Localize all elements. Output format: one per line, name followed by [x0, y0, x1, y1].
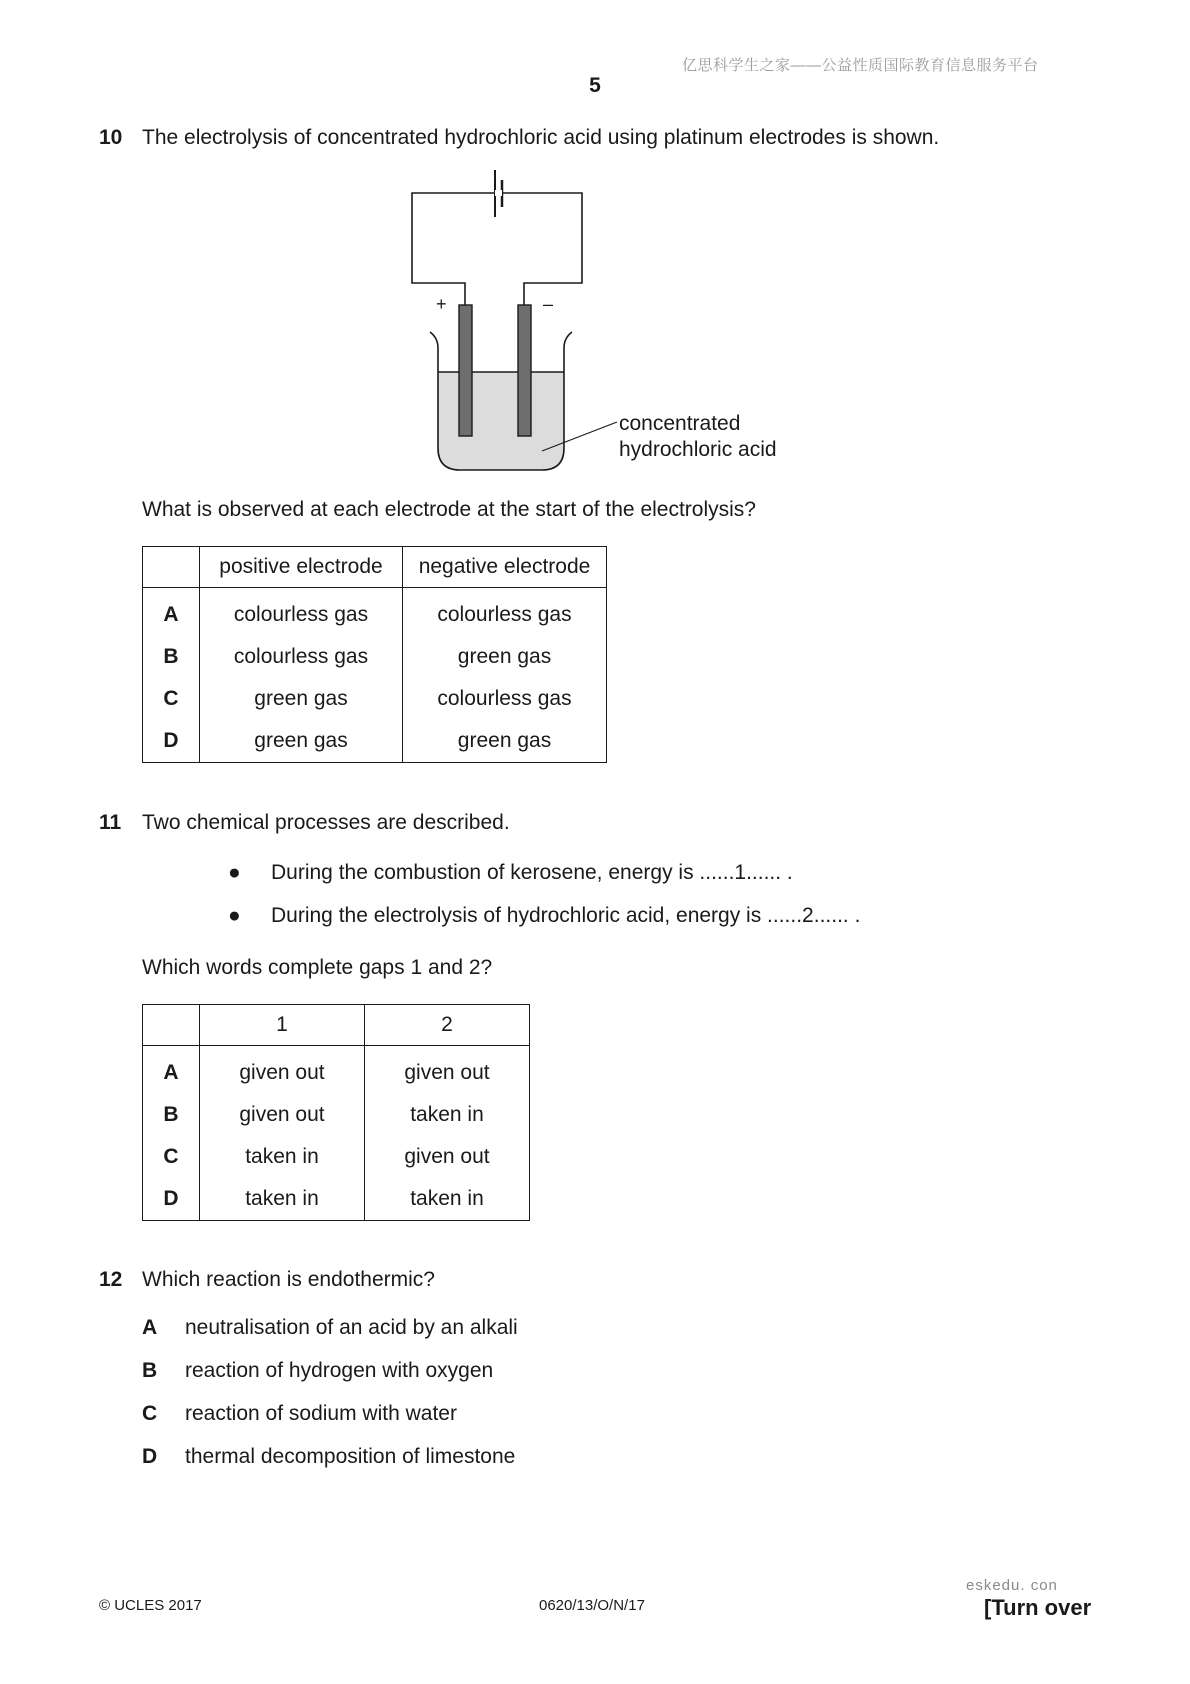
q10-prompt: What is observed at each electrode at the start of the electrolysis? — [142, 498, 756, 521]
gap-2-cell: given out — [365, 1136, 530, 1178]
page-number: 5 — [589, 74, 601, 97]
positive-cell: green gas — [200, 678, 403, 720]
table-row — [143, 720, 607, 763]
gap-1-cell: taken in — [200, 1178, 365, 1221]
q12-option-text: reaction of sodium with water — [185, 1402, 457, 1425]
q12-option-text: thermal decomposition of limestone — [185, 1445, 516, 1468]
q11-options-table — [142, 1004, 530, 1221]
q11-bullet-2: During the electrolysis of hydrochloric acid, energy is ......2...... . — [271, 904, 861, 927]
option-letter: D — [143, 1178, 200, 1221]
bullet-icon: ● — [228, 861, 241, 884]
positive-cell: green gas — [200, 720, 403, 763]
footer-watermark: eskedu. con — [966, 1577, 1058, 1594]
option-letter: C — [143, 1136, 200, 1178]
q10-number: 10 — [99, 126, 123, 149]
plus-sign: + — [436, 294, 447, 314]
q11-bullet-1: During the combustion of kerosene, energy is ......1...... . — [271, 861, 793, 884]
q12-option-letter: B — [142, 1359, 158, 1382]
table-row — [143, 588, 607, 637]
electrolysis-diagram — [400, 170, 820, 480]
q10-text: The electrolysis of concentrated hydrochloric acid using platinum electrodes is shown. — [142, 126, 940, 149]
table-row — [143, 678, 607, 720]
table-header-gap-2: 2 — [365, 1005, 530, 1046]
option-letter: A — [143, 588, 200, 637]
negative-cell: colourless gas — [403, 678, 607, 720]
table-header-row — [143, 547, 607, 588]
q12-option-text: neutralisation of an acid by an alkali — [185, 1316, 518, 1339]
turn-over: [Turn over — [984, 1595, 1092, 1620]
negative-cell: green gas — [403, 636, 607, 678]
acid-liquid — [438, 372, 564, 470]
option-letter: C — [143, 678, 200, 720]
positive-electrode — [459, 305, 472, 436]
q12-option-letter: C — [142, 1402, 158, 1425]
gap-2-cell: given out — [365, 1046, 530, 1095]
positive-cell: colourless gas — [200, 636, 403, 678]
option-letter: B — [143, 636, 200, 678]
acid-label-line2: hydrochloric acid — [619, 438, 777, 461]
q12-option-text: reaction of hydrogen with oxygen — [185, 1359, 494, 1382]
minus-sign: – — [543, 294, 554, 314]
q12-text: Which reaction is endothermic? — [142, 1268, 435, 1291]
q12-number: 12 — [99, 1268, 123, 1291]
table-header-gap-1: 1 — [200, 1005, 365, 1046]
option-letter: B — [143, 1094, 200, 1136]
negative-cell: colourless gas — [403, 588, 607, 637]
footer-copyright: © UCLES 2017 — [99, 1597, 202, 1614]
table-row — [143, 1178, 530, 1221]
table-header-positive: positive electrode — [200, 547, 403, 588]
q11-text: Two chemical processes are described. — [142, 811, 510, 834]
acid-label-line1: concentrated — [619, 412, 741, 435]
table-row — [143, 1136, 530, 1178]
negative-electrode — [518, 305, 531, 436]
q11-prompt: Which words complete gaps 1 and 2? — [142, 956, 493, 979]
gap-1-cell: taken in — [200, 1136, 365, 1178]
table-row — [143, 1046, 530, 1095]
q11-number: 11 — [99, 811, 122, 834]
q12-option-letter: A — [142, 1316, 158, 1339]
header-watermark: 亿思科学生之家——公益性质国际教育信息服务平台 — [682, 57, 1039, 74]
gap-1-cell: given out — [200, 1046, 365, 1095]
q10-options-table — [142, 546, 607, 763]
table-header-blank — [143, 1005, 200, 1046]
table-row — [143, 636, 607, 678]
gap-2-cell: taken in — [365, 1094, 530, 1136]
bullet-icon: ● — [228, 904, 241, 927]
table-header-negative: negative electrode — [403, 547, 607, 588]
table-row — [143, 1094, 530, 1136]
q12-option-letter: D — [142, 1445, 158, 1468]
option-letter: D — [143, 720, 200, 763]
circuit-wires — [412, 193, 582, 305]
gap-2-cell: taken in — [365, 1178, 530, 1221]
option-letter: A — [143, 1046, 200, 1095]
table-header-row — [143, 1005, 530, 1046]
footer-code: 0620/13/O/N/17 — [539, 1597, 645, 1614]
table-header-blank — [143, 547, 200, 588]
positive-cell: colourless gas — [200, 588, 403, 637]
negative-cell: green gas — [403, 720, 607, 763]
gap-1-cell: given out — [200, 1094, 365, 1136]
